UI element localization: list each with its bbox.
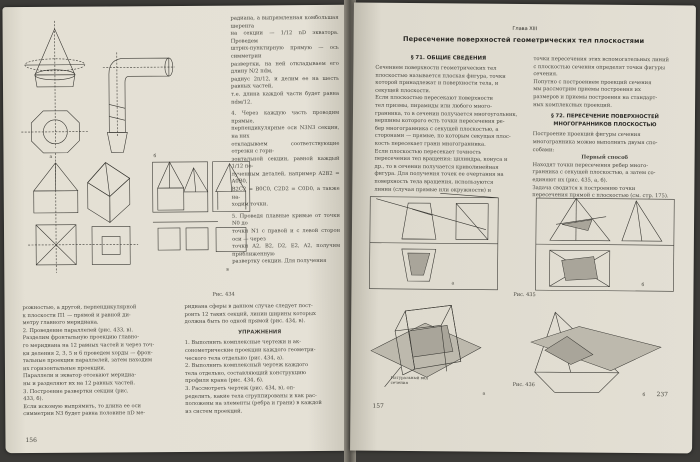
text-line: 1. Выполнить комплексные чертежи и ак- [184, 339, 302, 347]
text-line: B2C2 = B0C0, C2D2 = C0D0, а также на- [231, 185, 340, 201]
left-page-number: 156 [25, 436, 37, 445]
text-line: 3. Рассмотреть чертеж (рис. 434, в), оп- [185, 385, 295, 392]
text-line: развертки, на ней откладываем его длину N/2 πdм, [230, 60, 339, 75]
text-line: 433, б). [23, 396, 44, 403]
text-line: откладываем соответствующие отрезки с гори- [231, 140, 340, 155]
text-line: пересечения прямой с плоскостью (см. стр. 175). [532, 192, 669, 200]
text-line: многогранника можно выполнить двумя спо- [532, 139, 658, 147]
text-line: Построение проекций фигуры сечения [532, 131, 641, 139]
text-line: 4. Через каждую часть проводим прямые, [231, 109, 340, 125]
text-line: положены на элементы (ребра и грани) в каждой [185, 400, 322, 408]
text-line: кость пересекает грани многогранника. [374, 140, 486, 148]
text-line: штрих-пунктирную прямую — ось симметрии [230, 45, 339, 60]
text-line: Если искомую выпрямить, то длина ее оси [23, 402, 141, 410]
text-line: точки N1 с правой и с левой сторон оси — через [231, 227, 341, 243]
text-line: ридиана сферы в данном случае следует пост- [184, 303, 313, 310]
text-line: лученным деталей, например A2B2 = A0B0, [231, 170, 340, 186]
text-line: 5. Проведя плавные кривые от точки N0 до [231, 212, 340, 228]
text-line: профиля крана (рис. 434, б). [185, 377, 264, 385]
text-line: которой принадлежат и поверхности тела, и [375, 79, 499, 87]
text-line: линии (случая прямые или окружности) и [374, 186, 492, 194]
text-line: их горизонтальные проекции. [22, 365, 106, 372]
text-line: метру главного меридиана. [22, 319, 99, 327]
text-line: секущей плоскости. [375, 87, 431, 94]
fig-436-note: Натуральный вид сечения [390, 374, 428, 386]
chapter-label: Глава XIII [512, 25, 538, 33]
text-line: размеров и приемы построения на стандарт- [533, 94, 658, 102]
text-line: Находят точки пересечения ребер много- [532, 161, 648, 169]
text-line: ходим точки. [231, 201, 269, 208]
text-line: 2. Выполнить комплексный чертеж каждого [184, 362, 309, 370]
text-line: ных комплексных проекций. [533, 101, 612, 109]
text-line: тел призмы, пирамиды или любого много- [375, 102, 492, 110]
text-line: должна быть по одной прямой (рис. 434, в). [184, 318, 306, 326]
text-line: 3. Построение развертки секции (рис. [23, 387, 129, 395]
fig-435-label-b: б [641, 283, 645, 289]
text-line: точки пересечения этих вспомогательных линий [533, 56, 670, 64]
text-line: развертку секции. Для получения [232, 258, 327, 266]
text-line: радиана, а выпрямленная комбольшая шеренга [230, 14, 339, 30]
text-line: рожностью, а другой, перпендикулярной [22, 304, 137, 312]
text-line: радиус 2π/12, и делим ее на шесть равных частей, [230, 75, 339, 90]
fig-436-label-a: a [482, 391, 486, 397]
text-line: зонтальной секции, равной каждый 1/12 по- [231, 155, 340, 170]
text-line: сечения. [533, 71, 558, 78]
text-line: фигура. Для получения точек ее очертания на [374, 171, 504, 179]
text-line: сонометрические проекции каждого геометри- [184, 346, 316, 354]
fig-434-label-a: a [49, 154, 53, 160]
fig-434-caption: Рис. 434 [212, 291, 235, 298]
left-upper-right-text [231, 15, 341, 267]
text-line: 2. Проведение параллелей (рис. 433, в). [22, 327, 134, 334]
text-line: ны и разделяют их на 12 равных частей. [23, 380, 136, 388]
text-line: Попутно с построением проекций сечения [533, 78, 652, 86]
text-line: Сечением поверхности геометрических тел [375, 64, 497, 72]
fig-435-caption: Рис. 435 [513, 291, 536, 299]
right-page-number-left: 157 [372, 402, 384, 410]
text-line: собами: [532, 146, 555, 153]
text-line: плоскостью называется плоская фигура, точки [375, 72, 506, 80]
text-line: др., то в сечении получается криволинейная [374, 163, 499, 171]
text-line: Если плоскостью пересекает точность [374, 148, 482, 156]
text-line: пересечения тел вращения: цилиндра, конуса и [374, 155, 508, 163]
text-line: гранника, то в сечении получается многоугольник, [374, 110, 518, 118]
fig-436-label-b: б [642, 393, 646, 399]
text-line: т.е. длина каждой части будет равна πdм/12. [231, 90, 340, 106]
text-line: бер многогранника с секущей плоскостью, а [374, 125, 499, 133]
text-line: тела отдельно, составляющий конструкцию [184, 369, 307, 377]
figure-435-drawing [365, 189, 678, 300]
right-col1-text [374, 65, 523, 195]
text-line: тальные проекции параллелей, затем находим [22, 357, 153, 365]
text-line: сторонами — прямые, по которым секущая плос- [374, 133, 511, 141]
right-page-number-right: 237 [656, 391, 669, 399]
text-line: точки A2, B2, D2, E2, A2, получим приближенную [232, 243, 341, 258]
fig-435-label-a: a [451, 281, 455, 287]
text-line: ческого тела отдельно (рис. 434, а). [184, 354, 284, 362]
text-line: Если плоскостью пересекают поверхности [375, 95, 494, 103]
section-72-title: § 72. ПЕРЕСЕЧЕНИЕ ПОВЕРХНОСТЕЙ МНОГОГРАННИКОВ ПЛОСКОСТЬЮ [551, 113, 659, 128]
text-line: к плоскости П1 — прямой и равной ди- [22, 311, 131, 319]
text-line: поверхность тела вращения, используются [374, 178, 494, 186]
text-line: ределить, какие тела сгруппированы и как рас- [185, 392, 317, 400]
right-page [350, 3, 696, 454]
text-line: Параллели и экватор отсекают меридиа- [23, 372, 137, 380]
text-line: симметрии N3 будет равна половине πD ме- [23, 410, 146, 418]
text-line: ки деления 2, 3, 5 и 6 проведем хорды — фрон- [22, 349, 153, 357]
text-line: вершины которого есть точки пересечения ре- [374, 117, 505, 125]
left-page [2, 5, 349, 453]
text-line: Задача сводится к построению точки [532, 184, 636, 192]
left-bottom-right-text [185, 303, 336, 416]
exercises-heading: УПРАЖНЕНИЯ [238, 329, 282, 336]
text-line: мы рассмотрим приемы построения их [533, 86, 641, 94]
left-bottom-left-text [23, 304, 174, 419]
text-line: перпендикулярные оси N3N3 секции, на них [231, 125, 340, 140]
section-71-title: § 71. ОБЩИЕ СВЕДЕНИЯ [410, 55, 487, 62]
text-line: роить 12 таких секций, линии ширины которых [184, 310, 316, 318]
chapter-title: Пересечение поверхностей геометрических тел плоскостями [403, 34, 645, 46]
fig-434-label-c: в [226, 267, 229, 273]
figure-434-drawing [16, 11, 258, 298]
right-col2-text [532, 56, 677, 201]
fig-436-caption: Рис. 436 [512, 381, 535, 389]
text-line: с плоскостью сечения определят точки фигуры [533, 63, 666, 71]
text-line: единяют их (рис. 435, а, б). [532, 176, 608, 184]
text-line: гранника с секущей плоскостью, а затем со- [532, 169, 656, 177]
text-line: из систем проекций. [185, 408, 243, 415]
text-line: го меридиана на 12 равных частей и через точ- [22, 342, 155, 350]
first-method-heading: Первый способ [581, 154, 629, 162]
text-line: на секции — 1/12 nD экватора. Проведем [230, 30, 339, 45]
fig-434-label-b: б [153, 154, 157, 160]
text-line: Разделим фронтальную проекцию главно- [22, 334, 140, 342]
